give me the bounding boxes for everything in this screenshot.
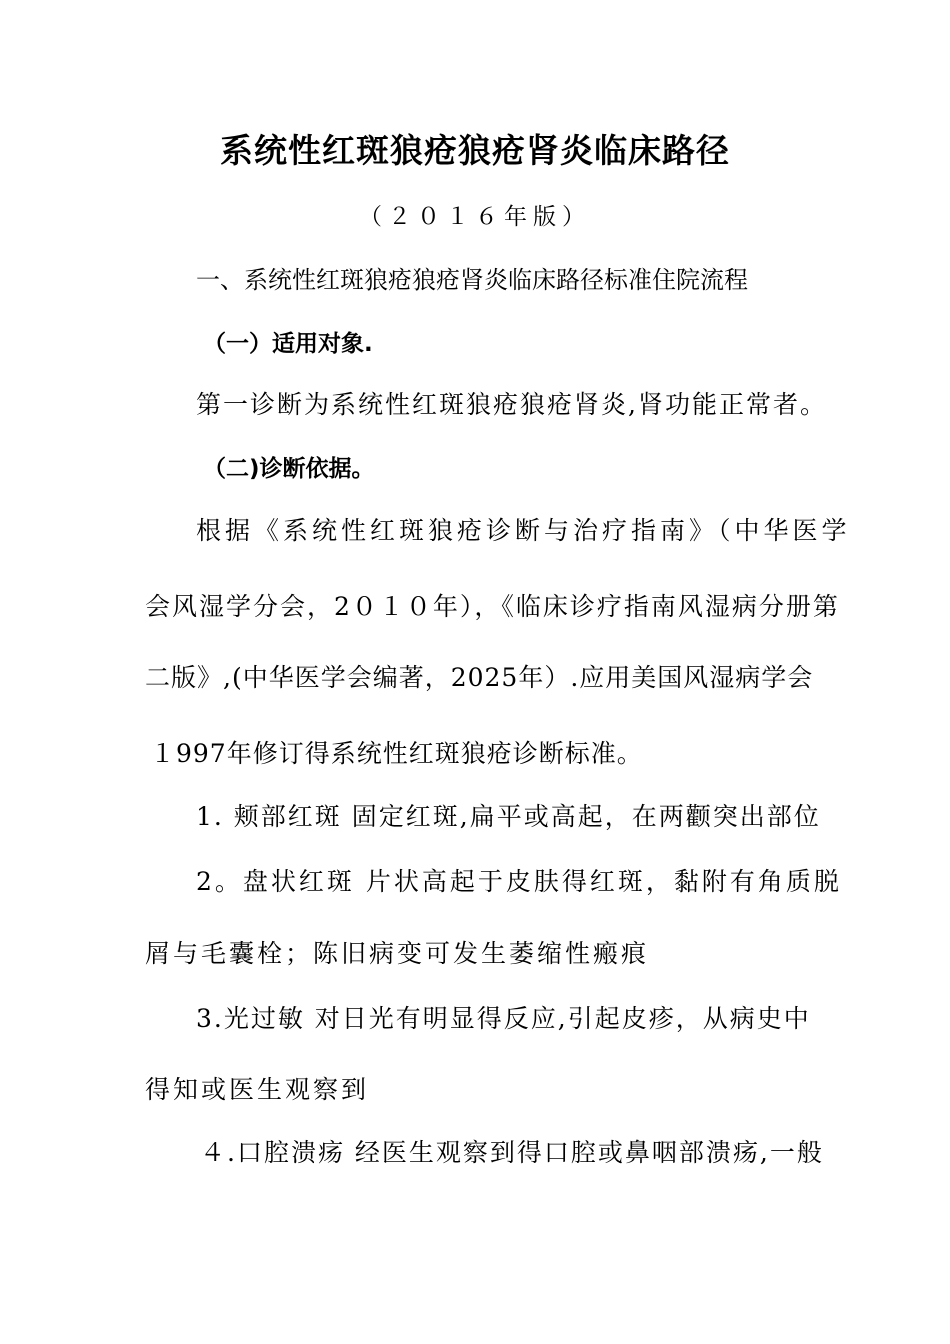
paragraph-line: 会风湿学分会，2０１０年），《临床诊疗指南风湿病分册第 xyxy=(145,592,840,621)
edition-subtitle: （２０１６年版） xyxy=(359,204,591,230)
subsection-heading-applicable: （一）适用对象. xyxy=(203,331,373,357)
paragraph-applicable: 第一诊断为系统性红斑狼疮狼疮肾炎,肾功能正常者。 xyxy=(196,390,827,419)
subsection-heading-basis: （二)诊断依据。 xyxy=(203,456,375,482)
criteria-item: 1. 颊部红斑 固定红斑,扁平或高起，在两颧突出部位 xyxy=(196,802,821,831)
criteria-item: ４.口腔溃疡 经医生观察到得口腔或鼻咽部溃疡,一般 xyxy=(200,1138,824,1167)
criteria-item-continuation: 得知或医生观察到 xyxy=(145,1075,370,1104)
criteria-item: 3.光过敏 对日光有明显得反应,引起皮疹，从病史中 xyxy=(196,1004,811,1033)
criteria-item: 2。盘状红斑 片状高起于皮肤得红斑，黏附有角质脱 xyxy=(196,867,842,896)
paragraph-line: 二版》,(中华医学会编著，2025年）.应用美国风湿病学会 xyxy=(145,663,814,692)
paragraph-line: １997年修订得系统性红斑狼疮诊断标准。 xyxy=(150,739,643,768)
paragraph-line: 根据《系统性红斑狼疮诊断与治疗指南》（中华医学 xyxy=(196,516,851,545)
criteria-item-continuation: 屑与毛囊栓；陈旧病变可发生萎缩性瘢痕 xyxy=(145,939,650,968)
document-title: 系统性红斑狼疮狼疮肾炎临床路径 xyxy=(220,131,730,170)
section-heading: 一、系统性红斑狼疮狼疮肾炎临床路径标准住院流程 xyxy=(196,266,748,294)
